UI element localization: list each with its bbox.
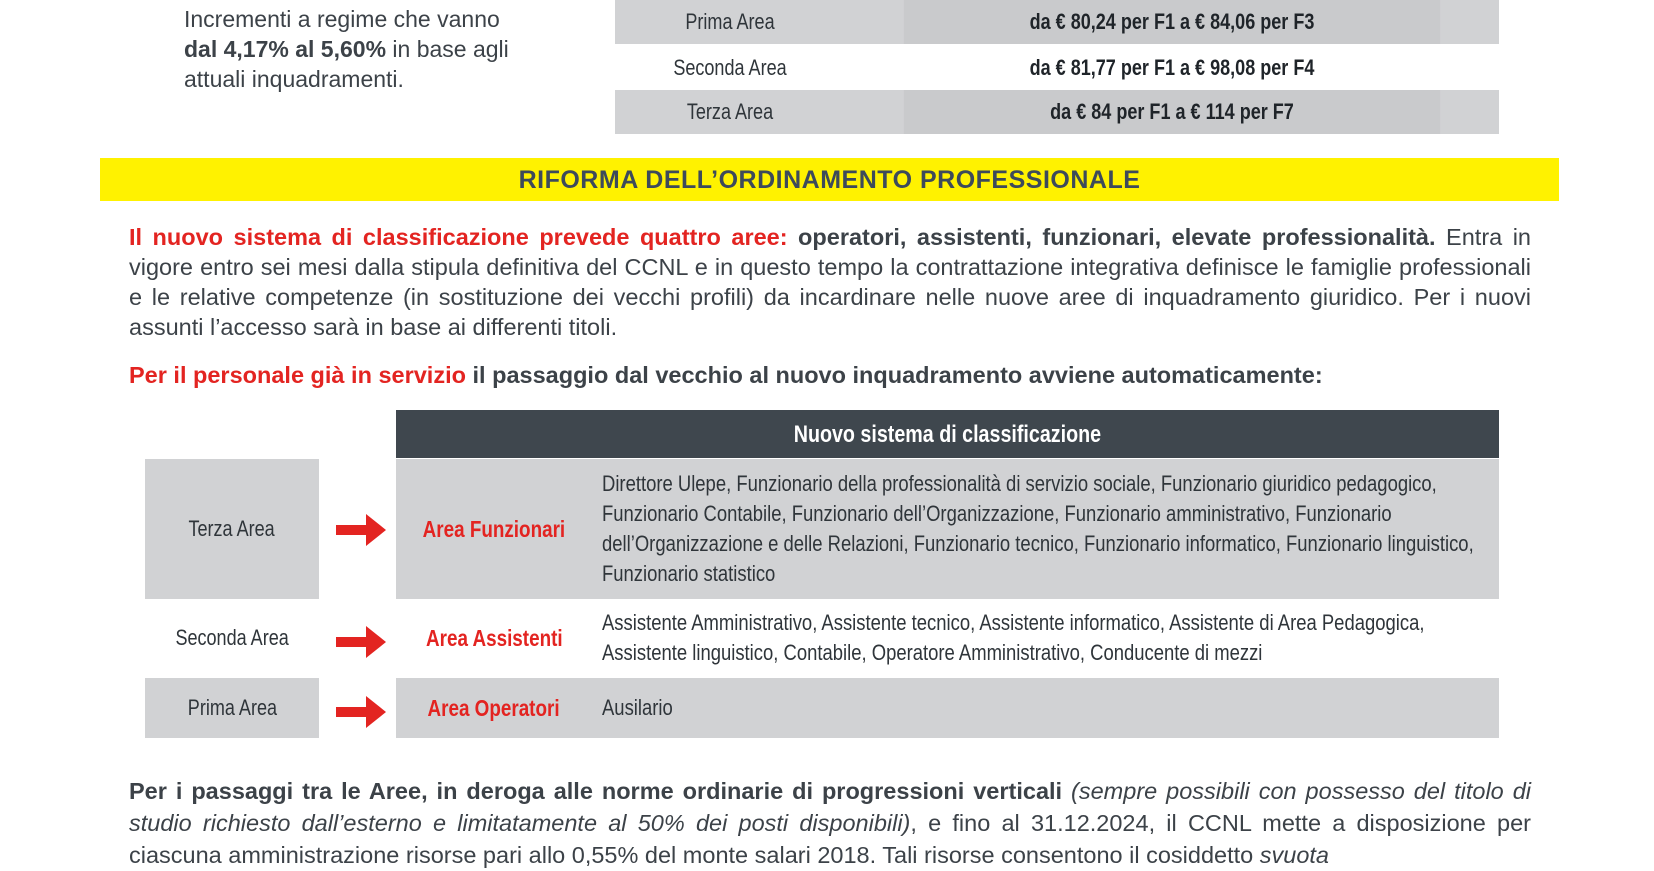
old-area-cell [145, 600, 319, 676]
intro-line-2 [184, 34, 584, 64]
bottom-italic-2: svuota [1259, 842, 1330, 868]
old-area-label: Seconda Area [175, 625, 289, 650]
intro-line-2-rest: in base agli [386, 36, 509, 62]
new-area-profiles: Direttore Ulepe, Funzionario della professionalità di servizio sociale, Funzionario giuridico pedagogico, Funzionario Contabile, Funzionario dell’Organizzazione, Funzionario amministrativo, Funzionario dell’Organizzazione e delle Relazioni, Funzionario tecnico, Funzionario informatico, Funzionario linguistico, Funzionario statistico [602, 471, 1474, 586]
new-area-label: Area Assistenti [425, 624, 563, 651]
increment-value: da € 81,77 per F1 a € 98,08 per F4 [1029, 55, 1315, 80]
section-banner: RIFORMA DELL’ORDINAMENTO PROFESSIONALE [100, 158, 1559, 201]
classification-header-label: Nuovo sistema di classificazione [793, 421, 1102, 448]
increment-area: Terza Area [686, 99, 774, 124]
intro-paragraph [129, 222, 1531, 342]
increment-value: da € 80,24 per F1 a € 84,06 per F3 [904, 0, 1440, 44]
transition-dark: il passaggio dal vecchio al nuovo inquadramento avviene automaticamente: [465, 362, 1323, 388]
bottom-rest: , e fino al 31.12.2024, il CCNL mette a disposizione per ciascuna amministrazione risorse pari allo 0,55% del monte salari 2018. Tali risorse consentono il cosiddetto [129, 810, 1531, 868]
increment-row [615, 0, 1499, 44]
classification-row [396, 600, 1499, 676]
transition-red: Per il personale già in servizio [129, 362, 466, 388]
old-area-label: Prima Area [187, 695, 277, 720]
right-arrow-icon [334, 692, 388, 732]
transition-line [129, 362, 1323, 389]
paragraph-body: Entra in vigore entro sei mesi dalla stipula definitiva del CCNL e in questo tempo la contrattazione integrativa definisce le famiglie professionali e le relative competenze (in sostituzione dei vecchi profili) da incardinare nelle nuove aree di inquadramento giuridico. Per i nuovi assunti l’accesso sarà in base ai differenti titoli. [129, 224, 1531, 340]
old-area-cell [145, 459, 319, 599]
right-arrow-icon [334, 622, 388, 662]
increment-row [615, 90, 1499, 134]
new-area-profiles: Ausilario [602, 695, 673, 720]
old-area-cell [145, 678, 319, 738]
intro-line-3: attuali inquadramenti. [184, 66, 404, 92]
old-area-label: Terza Area [188, 516, 276, 541]
increment-area: Seconda Area [673, 55, 787, 80]
increment-area: Prima Area [685, 9, 775, 34]
new-area-profiles: Assistente Amministrativo, Assistente tecnico, Assistente informatico, Assistente di Area Pedagogica, Assistente linguistico, Contabile, Operatore Amministrativo, Conducente di mezzi [602, 610, 1425, 665]
increment-row [615, 46, 1499, 90]
intro-text [184, 4, 584, 94]
bottom-paragraph [129, 775, 1531, 871]
paragraph-lead-red: Il nuovo sistema di classificazione prevede quattro aree: [129, 224, 788, 250]
new-area-label: Area Funzionari [422, 515, 566, 542]
new-area-label: Area Operatori [427, 694, 561, 721]
increment-value: da € 84 per F1 a € 114 per F7 [904, 90, 1440, 134]
classification-header [396, 410, 1499, 458]
bottom-italic: (sempre possibili con possesso del titolo di studio richiesto dall’esterno e limitatamente al 50% dei posti disponibili) [129, 778, 1531, 836]
classification-row [396, 678, 1499, 738]
paragraph-lead-dark: operatori, assistenti, funzionari, elevate professionalità. [787, 224, 1436, 250]
intro-line-1: Incrementi a regime che vanno [184, 6, 500, 32]
classification-row [396, 459, 1499, 599]
right-arrow-icon [334, 510, 388, 550]
intro-percent-range: dal 4,17% al 5,60% [184, 36, 387, 62]
bottom-bold: Per i passaggi tra le Aree, in deroga alle norme ordinarie di progressioni verticali [129, 778, 1063, 804]
